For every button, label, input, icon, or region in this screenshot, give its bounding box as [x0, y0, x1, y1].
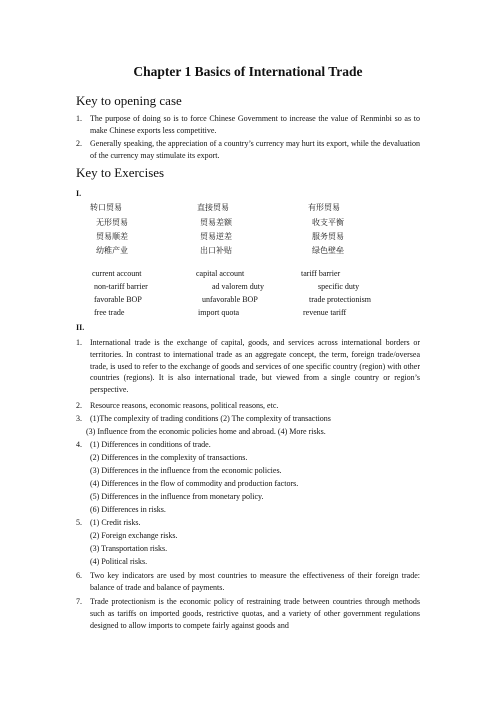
term-en: capital account — [196, 269, 245, 278]
answer-4-item: (5) Differences in the influence from monetary policy. — [90, 492, 264, 501]
answer-5-item: (3) Transportation risks. — [90, 544, 168, 553]
term-en: specific duty — [318, 282, 360, 291]
answer-4-item: (6) Differences in risks. — [90, 505, 166, 514]
chapter-title: Chapter 1 Basics of International Trade — [133, 64, 363, 79]
item-number: 4. — [76, 440, 82, 449]
term-en: import quota — [198, 308, 240, 317]
term-en: free trade — [94, 308, 125, 317]
term-en: tariff barrier — [301, 269, 341, 278]
opening-item-1 — [76, 113, 420, 137]
answer-3-line-2: (3) Influence from the economic policies home and abroad. (4) More risks. — [86, 427, 326, 436]
item-number: 5. — [76, 518, 82, 527]
term-en: non-tariff barrier — [94, 282, 148, 291]
answer-2 — [76, 400, 420, 412]
term-cn: 有形贸易 — [308, 203, 340, 212]
term-cn: 幼稚产业 — [96, 246, 128, 255]
item-number: 1. — [76, 338, 82, 347]
opening-case-heading: Key to opening case — [76, 93, 182, 108]
term-cn: 绿色壁垒 — [312, 246, 344, 255]
term-cn: 收支平衡 — [312, 218, 344, 227]
item-number: 2. — [76, 139, 82, 148]
item-text: Two key indicators are used by most countries to measure the effectiveness of their foreign trade: balance of trade and balance of payments. — [90, 571, 420, 592]
term-cn: 出口补贴 — [200, 246, 232, 255]
answer-6 — [76, 570, 420, 594]
item-text: Resource reasons, economic reasons, political reasons, etc. — [90, 401, 279, 410]
item-text: International trade is the exchange of capital, goods, and services across international borders or territories. In contrast to international trade as an aggregate concept, the term, foreign trade/oversea trade, is used to refer to the exchange of goods and services of one specific country (region) with other countries (regions). It is also international trade, but viewed from a single country or region’s perspective. — [90, 338, 420, 395]
item-text: The purpose of doing so is to force Chinese Government to increase the value of Renminbi so as to make Chinese exports less competitive. — [90, 114, 420, 135]
term-cn: 贸易逆差 — [200, 232, 232, 241]
answer-4-item: (2) Differences in the complexity of transactions. — [90, 453, 248, 462]
term-cn: 服务贸易 — [312, 232, 344, 241]
item-number: 1. — [76, 114, 82, 123]
section-2-label: II. — [76, 323, 85, 332]
item-number: 2. — [76, 401, 82, 410]
answer-5-item: (4) Political risks. — [90, 557, 148, 566]
term-en: trade protectionism — [309, 295, 371, 304]
answer-4-item: (4) Differences in the flow of commodity and production factors. — [90, 479, 299, 488]
section-1-label: I. — [76, 189, 82, 198]
term-en: revenue tariff — [303, 308, 347, 317]
term-en: current account — [92, 269, 142, 278]
term-cn: 贸易顺差 — [96, 232, 128, 241]
answer-3-line-1: (1)The complexity of trading conditions (2) The complexity of transactions — [90, 414, 331, 423]
item-number: 7. — [76, 597, 82, 606]
exercises-heading: Key to Exercises — [76, 165, 165, 180]
answer-5-item: (1) Credit risks. — [90, 518, 141, 527]
term-en: ad valorem duty — [212, 282, 264, 291]
term-cn: 直接贸易 — [197, 203, 229, 212]
answer-5-item: (2) Foreign exchange risks. — [90, 531, 178, 540]
item-number: 3. — [76, 414, 82, 423]
term-en: favorable BOP — [94, 295, 142, 304]
opening-item-2 — [76, 138, 420, 162]
term-cn: 贸易差额 — [200, 218, 232, 227]
answer-4-item: (3) Differences in the influence from the economic policies. — [90, 466, 282, 475]
term-en: unfavorable BOP — [202, 295, 258, 304]
item-text: Trade protectionism is the economic policy of restraining trade between countries through methods such as tariffs on imported goods, restrictive quotas, and a variety of other government regulations designed to allow imports to compete fairly against goods and — [90, 597, 420, 630]
term-cn: 转口贸易 — [90, 203, 122, 212]
item-number: 6. — [76, 571, 82, 580]
answer-7 — [76, 596, 420, 631]
item-text: Generally speaking, the appreciation of a country’s currency may hurt its export, while the devaluation of the currency may stimulate its export. — [90, 139, 420, 160]
answer-4-item: (1) Differences in conditions of trade. — [90, 440, 211, 449]
term-cn: 无形贸易 — [96, 218, 128, 227]
answer-1 — [76, 337, 420, 396]
